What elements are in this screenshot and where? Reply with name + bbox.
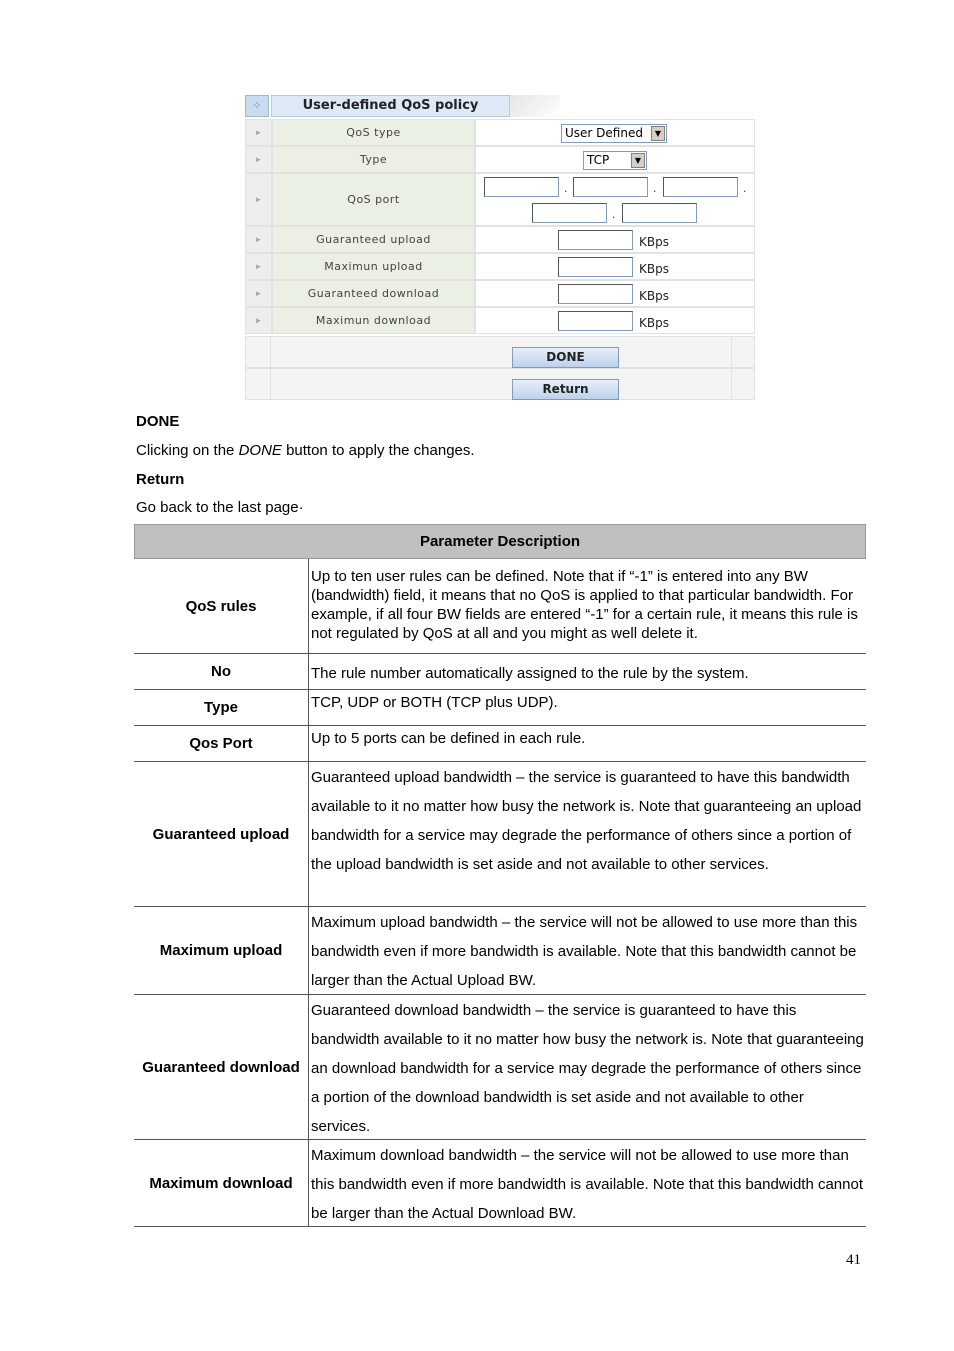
done-description: Clicking on the DONE button to apply the changes. xyxy=(136,442,475,459)
param-desc: Guaranteed upload bandwidth – the service is guaranteed to have this bandwidth available to it no matter how busy the network is. Note that guaranteeing an upload bandwidth for a service may degrade the performance of others since a portion of the upload bandwidth is set aside and not available to other services. xyxy=(311,769,862,873)
return-heading: Return xyxy=(136,471,185,488)
param-name: Guaranteed upload xyxy=(134,762,309,906)
row-arrow-icon: ► xyxy=(245,226,272,253)
return-button[interactable]: Return xyxy=(512,379,619,400)
guaranteed-download-label: Guaranteed download xyxy=(272,280,475,307)
qos-type-select[interactable]: User Defined ▼ xyxy=(561,124,667,143)
table-row xyxy=(134,907,866,995)
param-name: Maximum upload xyxy=(134,907,309,994)
done-heading: DONE xyxy=(136,413,180,430)
table-row xyxy=(134,559,866,654)
row-type xyxy=(245,146,755,173)
panel-title: User-defined QoS policy xyxy=(271,95,510,117)
type-select[interactable]: TCP ▼ xyxy=(583,151,647,170)
row-arrow-icon: ► xyxy=(245,253,272,280)
table-row xyxy=(134,690,866,726)
page-number: 41 xyxy=(846,1252,861,1268)
table-row xyxy=(134,1140,866,1227)
table-header: Parameter Description xyxy=(134,524,866,559)
param-name: No xyxy=(134,654,309,689)
guaranteed-download-input[interactable] xyxy=(558,284,633,304)
row-arrow-icon: ► xyxy=(245,280,272,307)
param-name: Qos Port xyxy=(134,726,309,761)
row-arrow-icon: ► xyxy=(245,146,272,173)
menu-dots-icon: ⁘ xyxy=(245,95,269,117)
param-desc: Maximum download bandwidth – the service will not be allowed to use more than this bandwidth even if more bandwidth is available. Note that this bandwidth cannot be larger than the Actual Download BW. xyxy=(311,1147,864,1222)
param-name: Maximum download xyxy=(134,1140,309,1226)
row-guaranteed-upload xyxy=(245,226,755,253)
row-maximun-upload xyxy=(245,253,755,280)
qos-port-input-1[interactable] xyxy=(484,177,559,197)
qos-port-label: QoS port xyxy=(272,173,475,226)
param-desc: Up to ten user rules can be defined. Note that if “-1” is entered into any BW (bandwidth) field, it means that no QoS is applied to that particular bandwidth. For example, if all four BW fields are entered “-1” for a certain rule, it means this rule is not regulated by QoS at all and you might as well delete it. xyxy=(311,568,858,642)
table-row xyxy=(134,726,866,762)
done-button[interactable]: DONE xyxy=(512,347,619,368)
param-name: QoS rules xyxy=(134,559,309,653)
return-description: Go back to the last page· xyxy=(136,499,304,516)
qos-port-input-3[interactable] xyxy=(663,177,738,197)
guaranteed-upload-input[interactable] xyxy=(558,230,633,250)
table-row xyxy=(134,995,866,1140)
maximun-upload-label: Maximun upload xyxy=(272,253,475,280)
qos-port-input-4[interactable] xyxy=(532,203,607,223)
qos-port-input-2[interactable] xyxy=(573,177,648,197)
param-desc: Up to 5 ports can be defined in each rule. xyxy=(311,730,586,747)
guaranteed-upload-label: Guaranteed upload xyxy=(272,226,475,253)
row-arrow-icon: ► xyxy=(245,173,272,226)
param-desc: TCP, UDP or BOTH (TCP plus UDP). xyxy=(311,694,558,711)
qos-policy-panel xyxy=(245,95,755,400)
type-label: Type xyxy=(272,146,475,173)
unit-label: KBps xyxy=(639,235,669,249)
param-name: Guaranteed download xyxy=(134,995,309,1139)
param-desc: The rule number automatically assigned to the rule by the system. xyxy=(311,665,749,682)
param-desc: Guaranteed download bandwidth – the service is guaranteed to have this bandwidth available to it no matter how busy the network is. Note that guaranteeing an download bandwidth for a service may degrade the performance of others since a portion of the download bandwidth is set aside and not available to other services. xyxy=(311,1002,864,1135)
qos-port-input-5[interactable] xyxy=(622,203,697,223)
return-row xyxy=(245,368,755,400)
row-arrow-icon: ► xyxy=(245,307,272,334)
param-name: Type xyxy=(134,690,309,725)
row-qos-port: ► QoS port . . . . xyxy=(245,173,755,226)
table-row xyxy=(134,654,866,690)
qos-type-label: QoS type xyxy=(272,119,475,146)
unit-label: KBps xyxy=(639,316,669,330)
dropdown-arrow-icon[interactable]: ▼ xyxy=(651,126,665,141)
row-maximun-download xyxy=(245,307,755,334)
header-decoration xyxy=(510,95,560,117)
param-desc: Maximum upload bandwidth – the service will not be allowed to use more than this bandwidth even if more bandwidth is available. Note that this bandwidth cannot be larger than the Actual Upload BW. xyxy=(311,914,858,989)
maximun-download-input[interactable] xyxy=(558,311,633,331)
row-guaranteed-download xyxy=(245,280,755,307)
unit-label: KBps xyxy=(639,289,669,303)
row-arrow-icon: ► xyxy=(245,119,272,146)
unit-label: KBps xyxy=(639,262,669,276)
dropdown-arrow-icon[interactable]: ▼ xyxy=(631,153,645,168)
table-row xyxy=(134,762,866,907)
maximun-upload-input[interactable] xyxy=(558,257,633,277)
row-qos-type xyxy=(245,119,755,146)
maximun-download-label: Maximun download xyxy=(272,307,475,334)
done-row xyxy=(245,336,755,368)
